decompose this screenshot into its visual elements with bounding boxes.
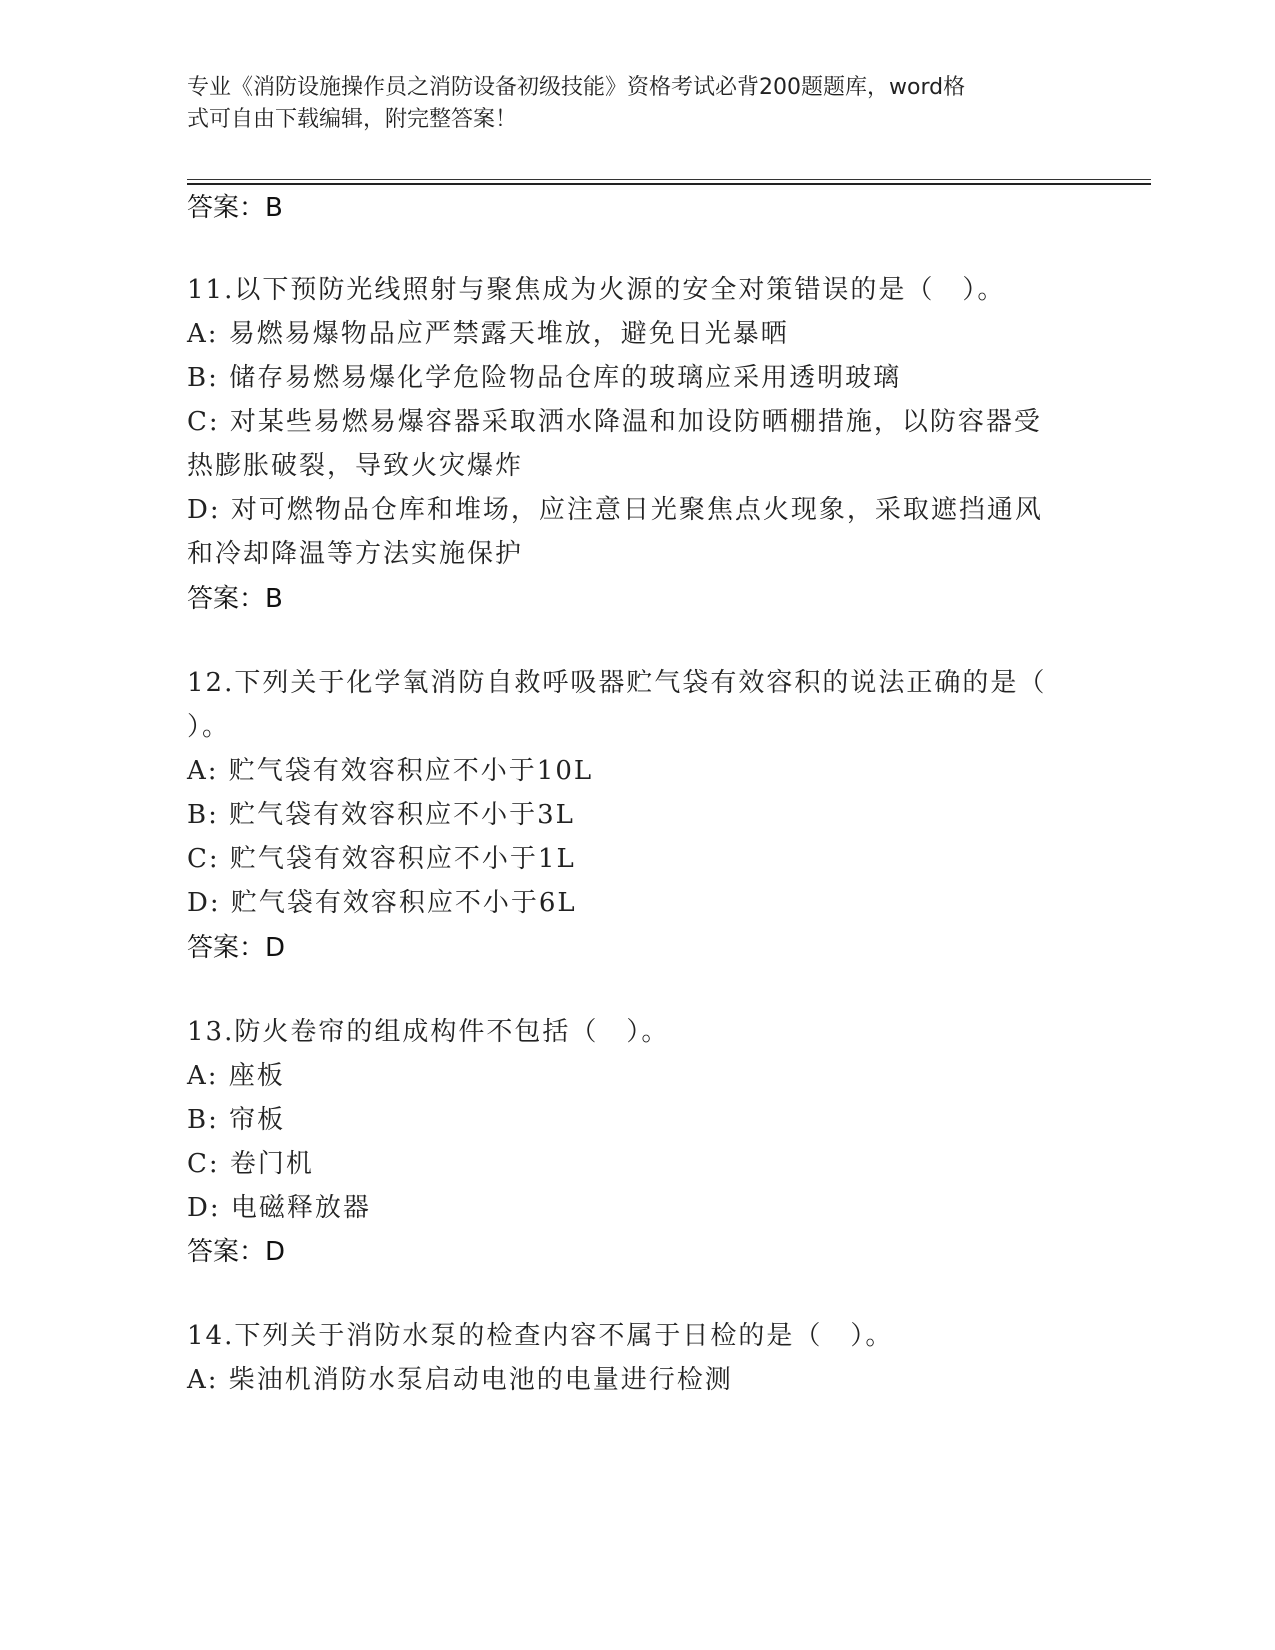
question-13-option-d: D: 电磁释放器: [187, 1193, 371, 1223]
question-12-option-c: C: 贮气袋有效容积应不小于1L: [187, 844, 576, 874]
question-12-answer: 答案：D: [187, 933, 286, 963]
header-line-1: 专业《消防设施操作员之消防设备初级技能》资格考试必背200题题库，word格: [187, 75, 966, 100]
question-12-text-line2: ）。: [187, 712, 231, 742]
header-line-2: 式可自由下载编辑，附完整答案！: [187, 107, 518, 132]
header-divider-thick: [187, 183, 1151, 185]
question-12-text-line1: 12.下列关于化学氧消防自救呼吸器贮气袋有效容积的说法正确的是（: [187, 668, 1047, 698]
question-12-option-b: B: 贮气袋有效容积应不小于3L: [187, 800, 575, 830]
question-11-option-a: A: 易燃易爆物品应严禁露天堆放，避免日光暴晒: [187, 319, 789, 349]
question-11-option-c-line2: 热膨胀破裂，导致火灾爆炸: [187, 451, 524, 481]
question-11-answer: 答案：B: [187, 584, 283, 614]
question-11-option-d-line2: 和冷却降温等方法实施保护: [187, 539, 524, 569]
question-13-option-c: C: 卷门机: [187, 1149, 314, 1179]
question-12-option-d: D: 贮气袋有效容积应不小于6L: [187, 888, 577, 918]
question-14-option-a: A: 柴油机消防水泵启动电池的电量进行检测: [187, 1365, 733, 1395]
header-divider-thin: [187, 179, 1151, 180]
question-11-text: 11.以下预防光线照射与聚焦成为火源的安全对策错误的是（ ）。: [187, 275, 1006, 305]
question-13-answer: 答案：D: [187, 1237, 286, 1267]
question-13-option-b: B: 帘板: [187, 1105, 286, 1135]
question-13-option-a: A: 座板: [187, 1061, 285, 1091]
question-11-option-d-line1: D: 对可燃物品仓库和堆场，应注意日光聚焦点火现象，采取遮挡通风: [187, 495, 1043, 525]
question-12-option-a: A: 贮气袋有效容积应不小于10L: [187, 756, 594, 786]
question-14-text: 14.下列关于消防水泵的检查内容不属于日检的是（ ）。: [187, 1321, 894, 1351]
question-11-option-c-line1: C: 对某些易燃易爆容器采取洒水降温和加设防晒棚措施，以防容器受: [187, 407, 1042, 437]
answer-prev: 答案：B: [187, 193, 283, 223]
document-header: [187, 72, 1067, 136]
question-11-option-b: B: 储存易燃易爆化学危险物品仓库的玻璃应采用透明玻璃: [187, 363, 902, 393]
question-13-text: 13.防火卷帘的组成构件不包括（ ）。: [187, 1017, 670, 1047]
